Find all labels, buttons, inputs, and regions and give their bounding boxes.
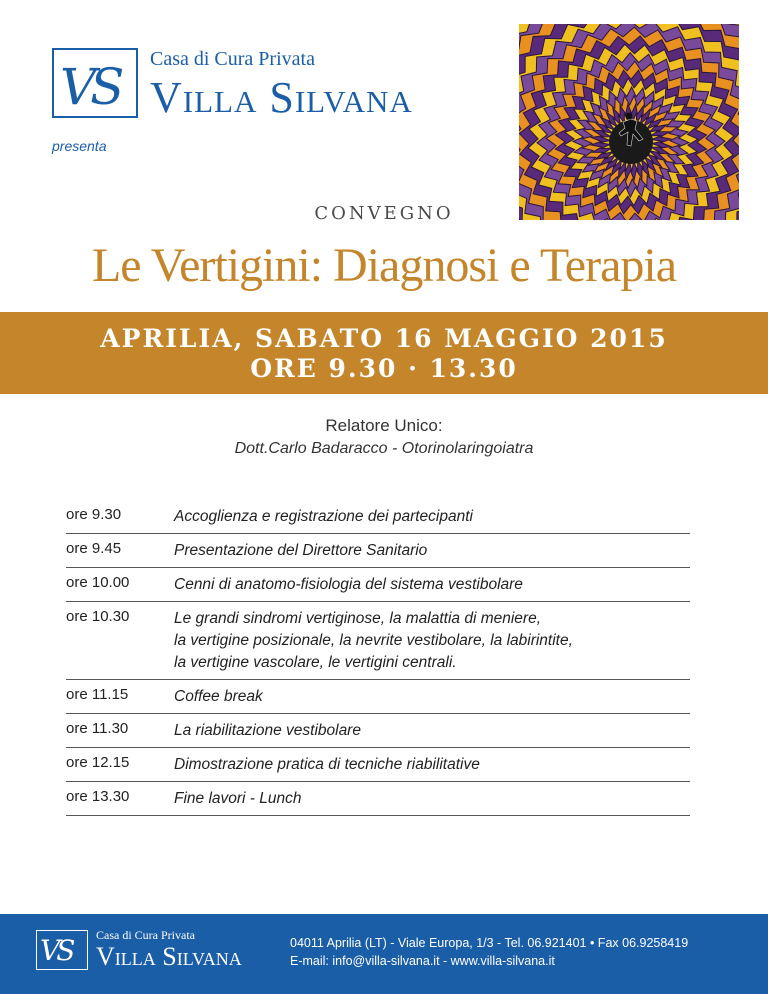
agenda-time: ore 9.30 bbox=[66, 506, 122, 523]
footer-logo-mark bbox=[36, 930, 88, 970]
footer-contacts: E-mail: info@villa-silvana.it - www.villa-silvana.it bbox=[290, 954, 555, 968]
agenda-description-line: la vertigine posizionale, la nevrite vestibolare, la labirintite, bbox=[174, 632, 573, 649]
agenda-time: ore 10.00 bbox=[66, 574, 130, 591]
agenda-row bbox=[66, 680, 690, 714]
agenda-row bbox=[66, 602, 690, 680]
agenda-row bbox=[66, 500, 690, 534]
op-art-spiral-icon bbox=[519, 24, 739, 220]
agenda-description-line: Le grandi sindromi vertiginose, la malattia di meniere, bbox=[174, 610, 542, 627]
agenda-description-line: Dimostrazione pratica di tecniche riabilitative bbox=[174, 756, 480, 773]
agenda-description-line: Accoglienza e registrazione dei partecipanti bbox=[174, 508, 473, 525]
agenda-row bbox=[66, 714, 690, 748]
agenda-row bbox=[66, 748, 690, 782]
logo-line2: Villa Silvana bbox=[150, 73, 413, 122]
agenda-description bbox=[174, 574, 690, 596]
speaker-label: Relatore Unico: bbox=[325, 416, 443, 435]
agenda-description-line: Coffee break bbox=[174, 688, 263, 705]
speaker-name: Dott.Carlo Badaracco - Otorinolaringoiatra bbox=[234, 440, 534, 457]
banner-hours: ORE 9.30 · 13.30 bbox=[250, 354, 518, 383]
page-title: Le Vertigini: Diagnosi e Terapia bbox=[91, 239, 677, 292]
agenda-time: ore 9.45 bbox=[66, 540, 122, 557]
logo-mark bbox=[52, 48, 138, 118]
convegno-label: CONVEGNO bbox=[314, 203, 454, 224]
agenda-time: ore 12.15 bbox=[66, 754, 130, 771]
agenda-description bbox=[174, 506, 690, 528]
agenda-row bbox=[66, 782, 690, 816]
footer-logo-mark-text: VS bbox=[40, 934, 72, 967]
agenda-time: ore 11.15 bbox=[66, 686, 129, 703]
agenda-description bbox=[174, 686, 690, 708]
footer-address: 04011 Aprilia (LT) - Viale Europa, 1/3 - Tel. 06.921401 • Fax 06.9258419 bbox=[290, 936, 689, 950]
agenda-list bbox=[66, 500, 690, 816]
agenda-description-line: la vertigine vascolare, le vertigini centrali. bbox=[174, 654, 457, 671]
agenda-description bbox=[174, 540, 690, 562]
footer-logo-line2: Villa Silvana bbox=[96, 942, 242, 971]
agenda-time: ore 11.30 bbox=[66, 720, 129, 737]
logo-header bbox=[52, 48, 452, 128]
agenda-row bbox=[66, 534, 690, 568]
agenda-description bbox=[174, 754, 690, 776]
agenda-description bbox=[174, 788, 690, 810]
footer-logo bbox=[36, 928, 276, 978]
agenda-time: ore 13.30 bbox=[66, 788, 130, 805]
agenda-time: ore 10.30 bbox=[66, 608, 130, 625]
banner-date: APRILIA, SABATO 16 MAGGIO 2015 bbox=[100, 324, 668, 353]
agenda-description bbox=[174, 720, 690, 742]
agenda-description bbox=[174, 608, 690, 674]
agenda-description-line: Fine lavori - Lunch bbox=[174, 790, 302, 807]
logo-line1: Casa di Cura Privata bbox=[150, 48, 315, 70]
agenda-description-line: Cenni di anatomo-fisiologia del sistema vestibolare bbox=[174, 576, 523, 593]
footer-logo-line1: Casa di Cura Privata bbox=[96, 928, 195, 942]
agenda-description-line: Presentazione del Direttore Sanitario bbox=[174, 542, 428, 559]
agenda-description-line: La riabilitazione vestibolare bbox=[174, 722, 361, 739]
agenda-row bbox=[66, 568, 690, 602]
presenta-label: presenta bbox=[52, 138, 107, 154]
op-art-image bbox=[519, 24, 739, 220]
logo-mark-text: VS bbox=[60, 58, 119, 116]
